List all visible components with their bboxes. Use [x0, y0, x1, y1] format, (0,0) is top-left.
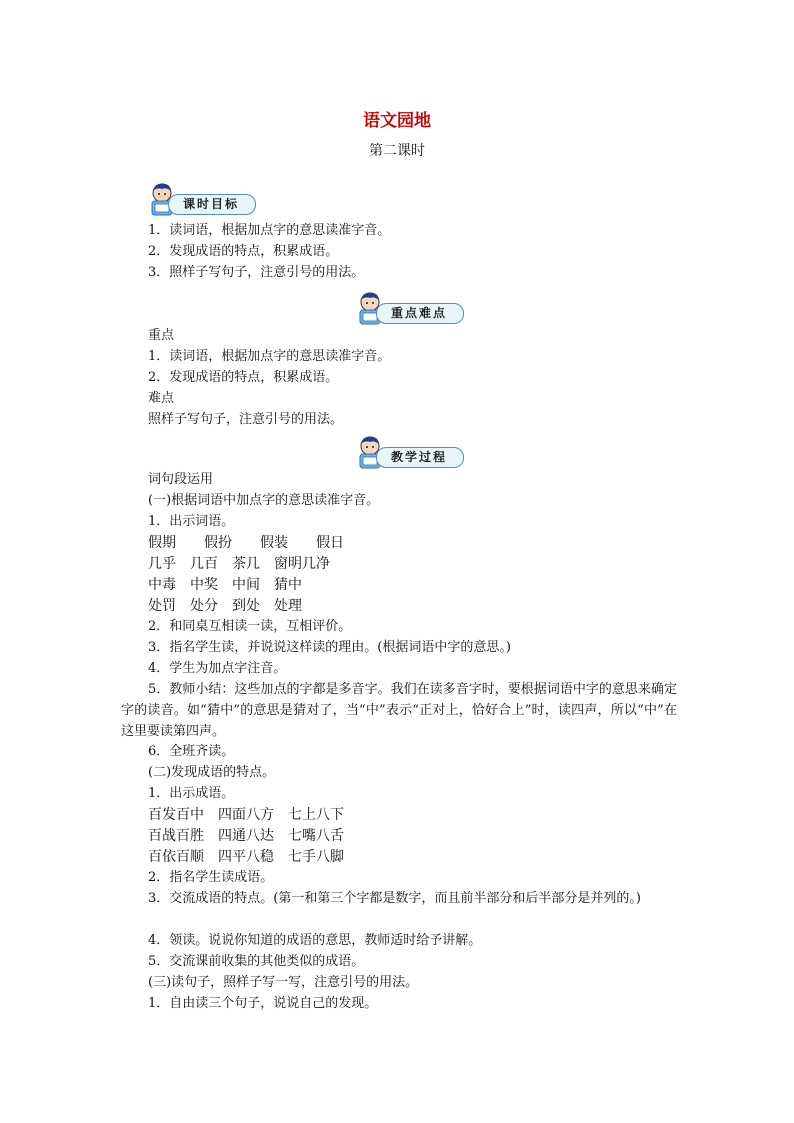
idiom: 七手八脚 [288, 849, 344, 865]
word: 猜中 [274, 577, 302, 593]
word: 几百 [190, 556, 218, 572]
word: 处罚 [148, 598, 176, 614]
difficulty-text: 照样子写句子，注意引号的用法。 [148, 412, 344, 427]
word: 中奖 [190, 577, 218, 593]
idiom-row-1 [148, 805, 344, 825]
badge-label: 课时目标 [168, 194, 256, 215]
part1-heading: (一)根据词语中加点字的意思读准字音。 [148, 493, 380, 508]
part2-step2: 2．指名学生读成语。 [148, 870, 274, 885]
key-item-2: 2．发现成语的特点，积累成语。 [148, 370, 339, 385]
idiom: 四面八方 [218, 807, 274, 823]
word: 处理 [274, 598, 302, 614]
page-subtitle: 第二课时 [369, 143, 425, 159]
part1-step2: 2．和同桌互相读一读，互相评价。 [148, 619, 352, 634]
part2-step3: 3．交流成语的特点。(第一和第三个字都是数字，而且前半部分和后半部分是并列的。) [148, 891, 641, 906]
goal-item-3: 3．照样子写句子，注意引号的用法。 [148, 265, 365, 280]
difficulty-label: 难点 [148, 391, 175, 406]
word: 中间 [232, 577, 260, 593]
page-title: 语文园地 [363, 111, 431, 131]
section-label: 词句段运用 [148, 472, 214, 487]
word: 到处 [232, 598, 260, 614]
part1-step3: 3．指名学生读，并说说这样读的理由。(根据词语中字的意思。) [148, 640, 511, 655]
word-row-1 [148, 533, 344, 553]
idiom: 七嘴八舌 [288, 828, 344, 844]
part1-step4: 4．学生为加点字注音。 [148, 661, 287, 676]
word: 假日 [316, 535, 344, 551]
goal-item-2: 2．发现成语的特点，积累成语。 [148, 244, 339, 259]
word: 中毒 [148, 577, 176, 593]
badge-label: 教学过程 [376, 447, 464, 468]
part1-step5: 5．教师小结：这些加点的字都是多音字。我们在读多音字时，要根据词语中字的意思来确定字的读音。如“猜中”的意思是猜对了，当“中”表示“正对上，恰好合上”时，读四声，所以“中”在这里要读第四声。 [121, 682, 677, 739]
word-row-4 [148, 596, 302, 616]
part2-step4: 4．领读。说说你知道的成语的意思，教师适时给予讲解。 [148, 933, 482, 948]
word: 窗明几净 [274, 556, 330, 572]
idiom: 四通八达 [218, 828, 274, 844]
part1-step1: 1．出示词语。 [148, 514, 235, 529]
badge-teaching-process [354, 435, 466, 469]
word: 假期 [148, 535, 176, 551]
part3-step1: 1．自由读三个句子，说说自己的发现。 [148, 996, 378, 1011]
key-item-1: 1．读词语，根据加点字的意思读准字音。 [148, 349, 391, 364]
badge-key-points [354, 291, 466, 325]
word-row-2 [148, 554, 330, 574]
idiom: 四平八稳 [218, 849, 274, 865]
word: 茶几 [232, 556, 260, 572]
idiom: 七上八下 [288, 807, 344, 823]
part2-step1: 1．出示成语。 [148, 786, 235, 801]
badge-lesson-goal [146, 182, 258, 216]
idiom-row-2 [148, 826, 344, 846]
word-row-3 [148, 575, 302, 595]
part2-heading: (二)发现成语的特点。 [148, 765, 276, 780]
idiom: 百发百中 [148, 807, 204, 823]
word: 假装 [260, 535, 288, 551]
word: 处分 [190, 598, 218, 614]
part2-step5: 5．交流课前收集的其他类似的成语。 [148, 954, 365, 969]
badge-label: 重点难点 [376, 303, 464, 324]
part1-step6: 6．全班齐读。 [148, 744, 235, 759]
idiom-row-3 [148, 847, 344, 867]
idiom: 百战百胜 [148, 828, 204, 844]
idiom: 百依百顺 [148, 849, 204, 865]
word: 几乎 [148, 556, 176, 572]
goal-item-1: 1．读词语，根据加点字的意思读准字音。 [148, 223, 391, 238]
key-label: 重点 [148, 328, 175, 343]
word: 假扮 [204, 535, 232, 551]
part3-heading: (三)读句子，照样子写一写，注意引号的用法。 [148, 975, 419, 990]
